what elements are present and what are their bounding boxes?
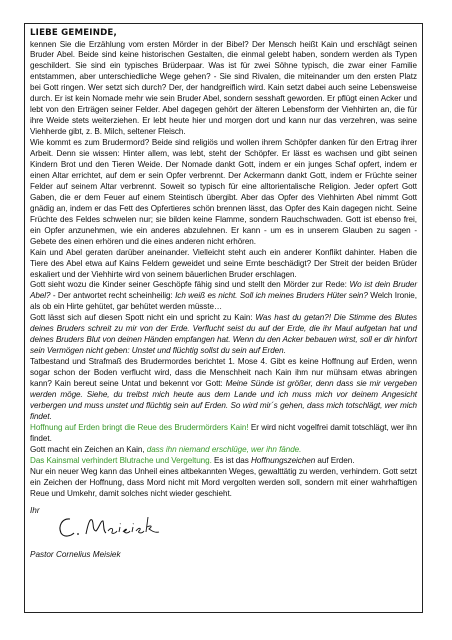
paragraph-hope [30, 423, 417, 445]
quote-where-is-abel: Wo ist dein Bruder Abel? [30, 280, 418, 301]
text-run: auf Erden. [315, 455, 355, 465]
paragraph-god-questions [30, 280, 417, 313]
author-name: Pastor Cornelius Meisiek [30, 549, 121, 559]
highlight-sign-quote: dass ihn niemand erschlüge, wer ihn fände. [146, 444, 302, 454]
letter-heading: LIEBE GEMEINDE, [30, 28, 117, 38]
text-run: Es ist das [211, 455, 251, 465]
paragraph-repentance [30, 357, 417, 423]
quote-confession: Meine Sünde ist größer, denn dass sie mir vergeben werden möge. Siehe, du treibst mich heute aus dem Lande und ich muss mich vor deinem Angesicht verbergen und muss unstet und flüchtig sein auf Erden. So wird mir´s gehen, dass mich totschlägt, wer mich findet. [30, 379, 417, 421]
paragraph-conclusion: Nur ein neuer Weg kann das Unheil eines altbekannten Weges, gewalttätig zu werden, verhindern. Gott setzt ein Zeichen der Hoffnung, dass Mord nicht mit Mord vergolten werden soll, sondern mit einer wahrhaftigen Reue und Umkehr, damit solches nicht wieder geschieht. [30, 466, 417, 498]
text-run: Gott macht ein Zeichen an Kain, [30, 444, 147, 454]
text-run: Tatbestand und Strafmaß des Brudermordes berichtet 1. Mose 4. Gibt es keine Hoffnung auf Erden, wenn sogar schon der Boden verflucht wird, dass die Menschheit nach Kain ihm nur mühsam etwas abringen kann? Kain bereut seine Untat und bekennt vor Gott: [30, 357, 417, 389]
text-run: Welch Ironie, als ob ein Hirte gehütet, gar behütet werden müsste… [30, 291, 417, 312]
text-run: Er wird nicht vogelfrei damit totschlägt, wer ihn findet. [30, 422, 417, 443]
text-run: Gott lässt sich auf diesen Spott nicht ein und spricht zu Kain: [30, 313, 256, 323]
paragraph-curse [30, 313, 417, 357]
highlight-kainsmal: Das Kainsmal verhindert Blutrache und Vergeltung. [30, 455, 212, 465]
paragraph-conflict: Kain und Abel geraten darüber aneinander. Vielleicht steht auch ein anderer Konflikt dahinter. Haben die Tiere des Abel etwa auf Kains Feldern geweidet und seine Ernte beschädigt? Der Streit der beiden Brüder eskaliert und der Viehhirte wird von seinem bäuerlichen Bruder erschlagen. [30, 247, 417, 279]
paragraph-intro: kennen Sie die Erzählung vom ersten Mörder in der Bibel? Der Mensch heißt Kain und erschlägt seinen Bruder Abel. Beide sind keine historischen Gestalten, die einmal gelebt haben, sondern werden als Typen geschildert. Sie sind ein typisches Brüderpaar. Was ist für zwei Söhne typisch, die zwar einer Familie entstammen, aber unterschiedliche Wege gehen? - Sie sind Rivalen, die miteinander um den ersten Platz bei Gott ringen. Wer setzt sich durch? Der, der handgreiflich wird. Kain setzt dabei auch seine Lebensweise durch. Er ist kein Nomade mehr wie sein Bruder Abel, sondern sesshaft geworden. Er pflügt einen Acker und lebt von den Erträgen seiner Felder. Abel dagegen gehört der älteren Lebensform der Viehhirten an, die für ihre Weide stets weiterziehen. Er lebt heute hier und morgen dort und kann nur das verzehren, was seine Viehherde gibt, z. B. Milch, seltener Fleisch. [30, 39, 417, 137]
text-run: - Der antwortet recht scheinheilig: [50, 291, 176, 301]
quote-curse: Was hast du getan?! Die Stimme des Blutes deines Bruders schreit zu mir von der Erde. Verflucht seist du auf der Erde, die ihr Maul aufgetan hat und deines Bruders Blut von deinen Händen empfangen hat. Wenn du den Acker bebauen wirst, soll er dir hinfort sein Vermögen nicht geben: Unstet und flüchtig sollst du sein auf Erden. [30, 313, 417, 356]
paragraph-sacrifice: Wie kommt es zum Brudermord? Beide sind religiös und wollen ihrem Schöpfer danken für den Ertrag ihrer Arbeit. Denn sie wissen: Hinter allem, was lebt, steht der Schöpfer. Er lässt es wachsen und gibt seinen Kindern Brot und den Tieren Weide. Der Nomade dankt Gott, indem er ein junges Schaf opfert, indem er einen Altar errichtet, auf dem er sein Opfer verbrennt. Der Ackermann dankt Gott, indem er Früchte seiner Felder auf seinem Altar verbrennt. Soweit so typisch für eine alltorientalische Religion. Jeder opfert Gott Gaben, die er dem Feuer auf einem Steintisch übergibt. Aber das Opfer des Viehhirten Abel nimmt Gott gnädig an, indem er das Fett des Opfertieres schön brennen lässt, das Opfer des Kain dagegen nicht. Seine Früchte des Feldes schwelen nur; sie bilden keine Flamme, sondern Rauchschwaden. Gott ist ebenso frei, ein Opfer anzunehmen, wie ein anderes abzulehnen. Er kann - um es in unserem Glauben zu sagen - Gebete des einen erhören und die eines anderen nicht erhören. [30, 138, 417, 246]
paragraph-kainsmal [30, 456, 417, 467]
emphasis-hoffnungszeichen: Hoffnungszeichen [250, 455, 316, 465]
paragraph-sign [30, 445, 417, 456]
quote-kain-answer: Ich weiß es nicht. Soll ich meines Bruders Hüter sein? [175, 291, 368, 301]
text-run: Gott sieht wozu die Kinder seiner Geschöpfe fähig sind und stellt den Mörder zur Rede: [30, 280, 350, 290]
closing-word: Ihr [30, 505, 40, 515]
letter-frame [24, 23, 423, 613]
handwritten-signature [56, 514, 176, 540]
signature-block [30, 506, 417, 558]
highlight-hope: Hoffnung auf Erden bringt die Reue des Brudermörders Kain! [30, 422, 249, 432]
